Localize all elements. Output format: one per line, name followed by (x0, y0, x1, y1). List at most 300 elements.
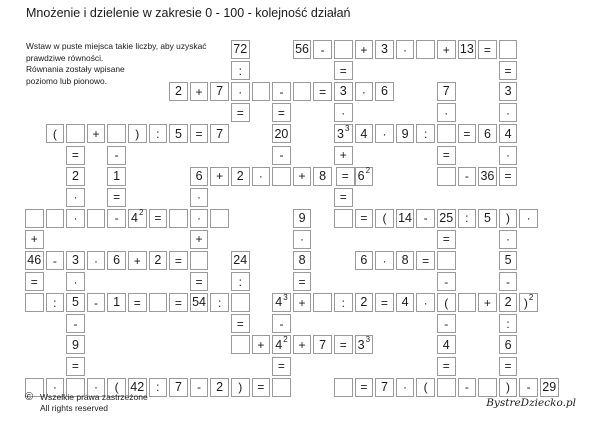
cell-value: : (156, 126, 160, 141)
cell-value: 2 (216, 379, 224, 394)
cell-value: · (341, 105, 346, 120)
puzzle-cell (87, 124, 106, 143)
puzzle-cell (231, 314, 250, 333)
puzzle-cell (272, 124, 291, 143)
puzzle-cell (437, 146, 456, 165)
cell-value: · (423, 295, 428, 310)
puzzle-cell (396, 251, 415, 270)
puzzle-cell (334, 293, 353, 312)
cell-value: = (463, 126, 471, 141)
cell-value: 4 (401, 295, 409, 310)
puzzle-cell (169, 293, 188, 312)
cell-value: · (444, 105, 449, 120)
puzzle-cell (87, 293, 106, 312)
cell-value: 46 (27, 253, 42, 268)
cell-value: · (361, 84, 366, 99)
puzzle-cell (334, 61, 353, 80)
blank-answer-cell[interactable] (25, 293, 44, 312)
puzzle-cell (437, 82, 456, 101)
puzzle-cell (478, 167, 497, 186)
cell-value: + (195, 232, 203, 247)
puzzle-cell (210, 124, 229, 143)
cell-value: + (483, 295, 491, 310)
blank-answer-cell[interactable] (272, 167, 291, 186)
blank-answer-cell[interactable] (334, 378, 353, 397)
cell-value: = (113, 190, 121, 205)
instruction-line: Wstaw w puste miejsca takie liczby, aby uzyskać (26, 41, 207, 51)
cell-value: 9 (298, 211, 306, 226)
cell-value: + (298, 169, 306, 184)
cell-value: - (197, 380, 202, 395)
cell-value: 7 (216, 84, 224, 99)
blank-answer-cell[interactable] (190, 251, 209, 270)
cell-value: ) (506, 380, 511, 395)
cell-value: ) (238, 380, 243, 395)
puzzle-cell (458, 209, 477, 228)
puzzle-cell (334, 188, 353, 207)
blank-answer-cell[interactable] (437, 378, 456, 397)
cell-value: : (423, 126, 428, 141)
puzzle-cell (416, 378, 435, 397)
puzzle-cell (375, 82, 394, 101)
puzzle-cell (149, 209, 168, 228)
puzzle-cell (66, 209, 85, 228)
puzzle-cell (231, 167, 250, 186)
cell-value: - (114, 211, 119, 226)
cell-value: 6 (380, 84, 388, 99)
puzzle-cell (416, 293, 435, 312)
cell-value: - (114, 148, 119, 162)
cell-exponent: 3 (345, 123, 350, 133)
puzzle-cell (190, 188, 209, 207)
blank-answer-cell[interactable] (46, 209, 65, 228)
puzzle-cell (66, 188, 85, 207)
puzzle-cell (66, 357, 85, 376)
cell-value: = (133, 295, 141, 310)
cell-value: · (197, 190, 202, 205)
puzzle-cell (355, 82, 374, 101)
puzzle-cell (128, 124, 147, 143)
puzzle-cell (169, 82, 188, 101)
cell-value: 6 (483, 126, 491, 141)
cell-value: 1 (113, 168, 121, 183)
puzzle-cell (293, 251, 312, 270)
puzzle-cell (540, 378, 559, 397)
puzzle-cell (437, 335, 456, 354)
puzzle-cell (478, 293, 497, 312)
blank-answer-cell[interactable] (25, 209, 44, 228)
puzzle-cell (499, 209, 518, 228)
puzzle-cell (355, 124, 374, 143)
blank-answer-cell[interactable] (313, 293, 332, 312)
cell-value: 1 (113, 295, 121, 310)
puzzle-cell (169, 251, 188, 270)
cell-value: = (174, 253, 182, 268)
cell-value: = (360, 380, 368, 395)
puzzle-cell (396, 40, 415, 59)
puzzle-cell (107, 293, 126, 312)
cell-value: 2 (71, 168, 79, 183)
cell-value: + (298, 337, 306, 352)
cell-value: = (442, 148, 450, 162)
puzzle-cell (252, 167, 271, 186)
puzzle-cell (375, 40, 394, 59)
puzzle-cell (416, 251, 435, 270)
puzzle-cell (499, 272, 518, 291)
puzzle-cell (499, 146, 518, 165)
puzzle-cell (499, 124, 518, 143)
cell-value: 54 (192, 295, 206, 310)
cell-value: 7 (319, 337, 327, 352)
cell-value: 5 (504, 253, 512, 268)
puzzle-cell (293, 209, 312, 228)
puzzle-cell (499, 293, 518, 312)
puzzle-cell (499, 103, 518, 122)
puzzle-cell (334, 103, 353, 122)
cell-value: 2 (154, 253, 162, 268)
puzzle-cell (107, 188, 126, 207)
cell-value: - (506, 274, 511, 289)
cell-value: · (94, 253, 99, 268)
cell-value: - (279, 316, 284, 331)
puzzle-cell (87, 251, 106, 270)
puzzle-cell (416, 209, 435, 228)
cell-value: = (277, 105, 285, 120)
puzzle-cell (25, 251, 44, 270)
blank-answer-cell[interactable] (416, 40, 435, 59)
cell-exponent: 3 (365, 334, 371, 344)
cell-value: 4 (131, 211, 138, 226)
puzzle-cell (66, 251, 85, 270)
puzzle-cell (355, 251, 374, 270)
cell-value: · (403, 380, 408, 395)
blank-answer-cell[interactable] (478, 378, 497, 397)
cell-value: ( (114, 380, 119, 395)
puzzle-cell (355, 293, 374, 312)
puzzle-cell (499, 335, 518, 354)
cell-value: = (195, 274, 203, 289)
cell-value: 6 (504, 337, 512, 352)
cell-value: 7 (442, 84, 450, 99)
puzzle-cell (66, 335, 85, 354)
puzzle-cell (128, 209, 147, 228)
puzzle-cell (210, 378, 229, 397)
puzzle-cell (336, 167, 355, 186)
cell-value: 8 (401, 253, 409, 268)
puzzle-cell (169, 378, 188, 397)
blank-answer-cell[interactable] (210, 209, 229, 228)
puzzle-cell (210, 167, 229, 186)
cell-value: · (73, 211, 78, 226)
cell-value: = (504, 169, 512, 184)
puzzle-cell (107, 167, 126, 186)
puzzle-cell (272, 314, 291, 333)
blank-answer-cell[interactable] (149, 293, 168, 312)
puzzle-cell (46, 124, 65, 143)
cell-value: : (238, 63, 242, 78)
puzzle-cell (66, 272, 85, 291)
cell-value: = (360, 211, 368, 226)
cell-value: 2 (504, 295, 512, 310)
puzzle-cell (210, 293, 229, 312)
instruction-line: prawdziwe równości. (26, 52, 104, 63)
blank-answer-cell[interactable] (66, 124, 85, 143)
cell-exponent: 2 (365, 166, 371, 176)
cell-value: + (92, 126, 100, 141)
cell-value: = (442, 359, 450, 373)
puzzle-cell (66, 293, 85, 312)
cell-value: 42 (130, 379, 145, 394)
cell-value: 6 (357, 168, 365, 183)
cell-value: 3 (339, 84, 347, 99)
cell-value: : (53, 295, 57, 310)
cell-value: ( (52, 126, 57, 141)
cell-value: 7 (380, 379, 388, 394)
puzzle-cell (458, 40, 477, 59)
page-title: Mnożenie i dzielenie w zakresie 0 - 100 - kolejność działań (26, 6, 351, 20)
cell-value: = (277, 359, 285, 373)
cell-value: - (73, 316, 78, 331)
puzzle-cell (231, 272, 250, 291)
puzzle-cell (355, 167, 374, 186)
cell-value: + (30, 232, 38, 247)
cell-value: 8 (319, 168, 327, 183)
cell-value: ( (423, 380, 428, 395)
cell-value: 2 (236, 168, 244, 183)
cell-value: - (464, 380, 469, 395)
puzzle-cell (231, 251, 250, 270)
puzzle-cell (231, 378, 250, 397)
puzzle-cell (519, 293, 538, 312)
puzzle-cell (458, 124, 477, 143)
cell-value: = (298, 274, 306, 289)
cell-value: · (238, 84, 243, 99)
puzzle-cell (272, 82, 291, 101)
cell-exponent: 2 (139, 208, 144, 218)
cell-value: 2 (174, 84, 182, 99)
puzzle-cell (25, 272, 44, 291)
cell-value: 72 (233, 42, 248, 57)
puzzle-cell (458, 167, 477, 186)
cell-value: + (133, 253, 141, 268)
cell-value: 5 (71, 295, 79, 310)
cell-value: = (422, 253, 430, 268)
cell-value: · (382, 126, 387, 141)
blank-answer-cell[interactable] (458, 293, 477, 312)
instruction-line: Równania zostały wpisane (26, 64, 125, 74)
puzzle-cell (499, 82, 518, 101)
cell-value: - (526, 380, 531, 395)
puzzle-cell (313, 167, 332, 186)
blank-answer-cell[interactable] (169, 209, 188, 228)
puzzle-cell (478, 209, 497, 228)
cell-value: = (442, 232, 450, 247)
cell-value: - (423, 211, 428, 226)
cell-value: + (298, 295, 306, 310)
puzzle-cell (478, 124, 497, 143)
cell-value: · (506, 105, 511, 120)
puzzle-cell (437, 103, 456, 122)
cell-value: 29 (542, 379, 557, 394)
puzzle-cell (107, 146, 126, 165)
puzzle-cell (149, 251, 168, 270)
puzzle-cell (25, 230, 44, 249)
cell-value: 3 (380, 42, 388, 57)
puzzle-cell (334, 82, 353, 101)
puzzle-cell (499, 251, 518, 270)
cell-value: 5 (483, 211, 491, 226)
puzzle-cell (128, 251, 147, 270)
cell-value: - (444, 316, 449, 331)
puzzle-cell (190, 378, 209, 397)
puzzle-cell (375, 293, 394, 312)
puzzle-cell (313, 40, 332, 59)
puzzle-cell (416, 124, 435, 143)
footer (26, 392, 148, 413)
puzzle-cell (396, 209, 415, 228)
cell-value: 14 (398, 211, 412, 226)
cell-value: 6 (360, 253, 368, 268)
blank-answer-cell[interactable] (87, 209, 106, 228)
cell-value: : (506, 316, 510, 331)
cell-value: = (380, 295, 388, 310)
cell-value: - (94, 295, 99, 310)
cell-value: : (465, 211, 469, 226)
instruction-line: poziomo lub pionowo. (26, 75, 108, 86)
puzzle-cell (519, 209, 538, 228)
puzzle-cell (190, 272, 209, 291)
cell-value: · (258, 169, 263, 184)
puzzle-cell (355, 40, 374, 59)
copyright-icon: © (25, 391, 34, 403)
cell-value: - (444, 274, 449, 289)
instructions (26, 41, 266, 87)
footer-line: Wszelkie prawa zastrzeżone (40, 392, 148, 402)
cell-value: 7 (174, 379, 182, 394)
puzzle-cell (128, 293, 147, 312)
cell-value: · (382, 253, 387, 268)
puzzle-cell (252, 378, 271, 397)
brand-logo-text: BystreDziecko.pl (486, 397, 576, 409)
puzzle-cell (499, 378, 518, 397)
puzzle-cell (437, 209, 456, 228)
puzzle-cell (437, 314, 456, 333)
puzzle-cell (190, 209, 209, 228)
cell-value: · (197, 211, 202, 226)
cell-value: 4 (504, 126, 512, 141)
puzzle-cell (396, 293, 415, 312)
puzzle-cell (375, 209, 394, 228)
cell-value: · (73, 190, 78, 205)
footer-line: All rights reserved (40, 402, 109, 413)
puzzle-cell (499, 61, 518, 80)
cell-value: ( (382, 211, 387, 226)
cell-value: 8 (298, 253, 306, 268)
blank-answer-cell[interactable] (252, 82, 271, 101)
cell-value: · (403, 42, 408, 57)
cell-value: 4 (275, 337, 283, 352)
cell-value: - (279, 84, 284, 99)
blank-answer-cell[interactable] (499, 40, 518, 59)
cell-value: + (339, 148, 347, 162)
cell-value: ) (523, 295, 528, 310)
cell-value: · (73, 274, 78, 289)
puzzle-cell (375, 251, 394, 270)
cell-value: · (300, 232, 305, 247)
blank-answer-cell[interactable] (293, 82, 312, 101)
cell-value: · (506, 232, 511, 247)
cell-value: = (30, 274, 38, 289)
cell-value: 4 (360, 126, 368, 141)
cell-value: 24 (233, 253, 248, 268)
puzzle-cell (66, 146, 85, 165)
puzzle-cell (355, 209, 374, 228)
cell-value: - (279, 148, 284, 162)
blank-answer-cell[interactable] (437, 124, 456, 143)
puzzle-cell (437, 40, 456, 59)
cell-value: 13 (459, 42, 474, 57)
cell-exponent: 3 (283, 292, 288, 302)
puzzle-cell (293, 167, 312, 186)
blank-answer-cell[interactable] (437, 167, 456, 186)
puzzle-cell (231, 61, 250, 80)
puzzle-cell (375, 124, 394, 143)
cell-value: ) (506, 211, 511, 226)
blank-answer-cell[interactable] (231, 293, 250, 312)
puzzle-cell (190, 230, 209, 249)
cell-value: 6 (195, 168, 203, 183)
puzzle-cell (355, 378, 374, 397)
puzzle-cell (437, 293, 456, 312)
puzzle-cell (190, 293, 209, 312)
cell-value: · (94, 380, 99, 395)
puzzle-cell (478, 40, 497, 59)
blank-answer-cell[interactable] (231, 335, 250, 354)
puzzle-cell (499, 167, 518, 186)
puzzle-cell (231, 40, 250, 59)
puzzle-cell (107, 251, 126, 270)
cell-value: = (71, 148, 79, 162)
cell-value: = (236, 316, 244, 331)
puzzle-cell (293, 293, 312, 312)
puzzle-cell (272, 103, 291, 122)
cell-value: + (216, 169, 224, 184)
cell-exponent: 2 (528, 292, 534, 302)
blank-answer-cell[interactable] (334, 40, 353, 59)
cell-value: + (257, 337, 265, 352)
cell-value: = (483, 42, 491, 57)
cell-value: = (195, 126, 203, 141)
cell-value: = (319, 84, 327, 99)
puzzle-cell (210, 82, 229, 101)
cell-value: 4 (275, 295, 283, 310)
blank-answer-cell[interactable] (437, 251, 456, 270)
puzzle-cell (293, 40, 312, 59)
cell-value: 3 (357, 337, 365, 352)
puzzle-cell (252, 335, 271, 354)
cell-value: · (52, 380, 57, 395)
blank-answer-cell[interactable] (334, 209, 353, 228)
blank-answer-cell[interactable] (107, 124, 126, 143)
cell-value: : (156, 380, 160, 395)
cell-value: 25 (439, 211, 454, 226)
cell-value: = (71, 359, 79, 373)
cell-exponent: 2 (283, 334, 288, 344)
puzzle-cell (149, 378, 168, 397)
puzzle-cell (499, 357, 518, 376)
blank-answer-cell[interactable] (272, 378, 291, 397)
puzzle-cell (375, 378, 394, 397)
